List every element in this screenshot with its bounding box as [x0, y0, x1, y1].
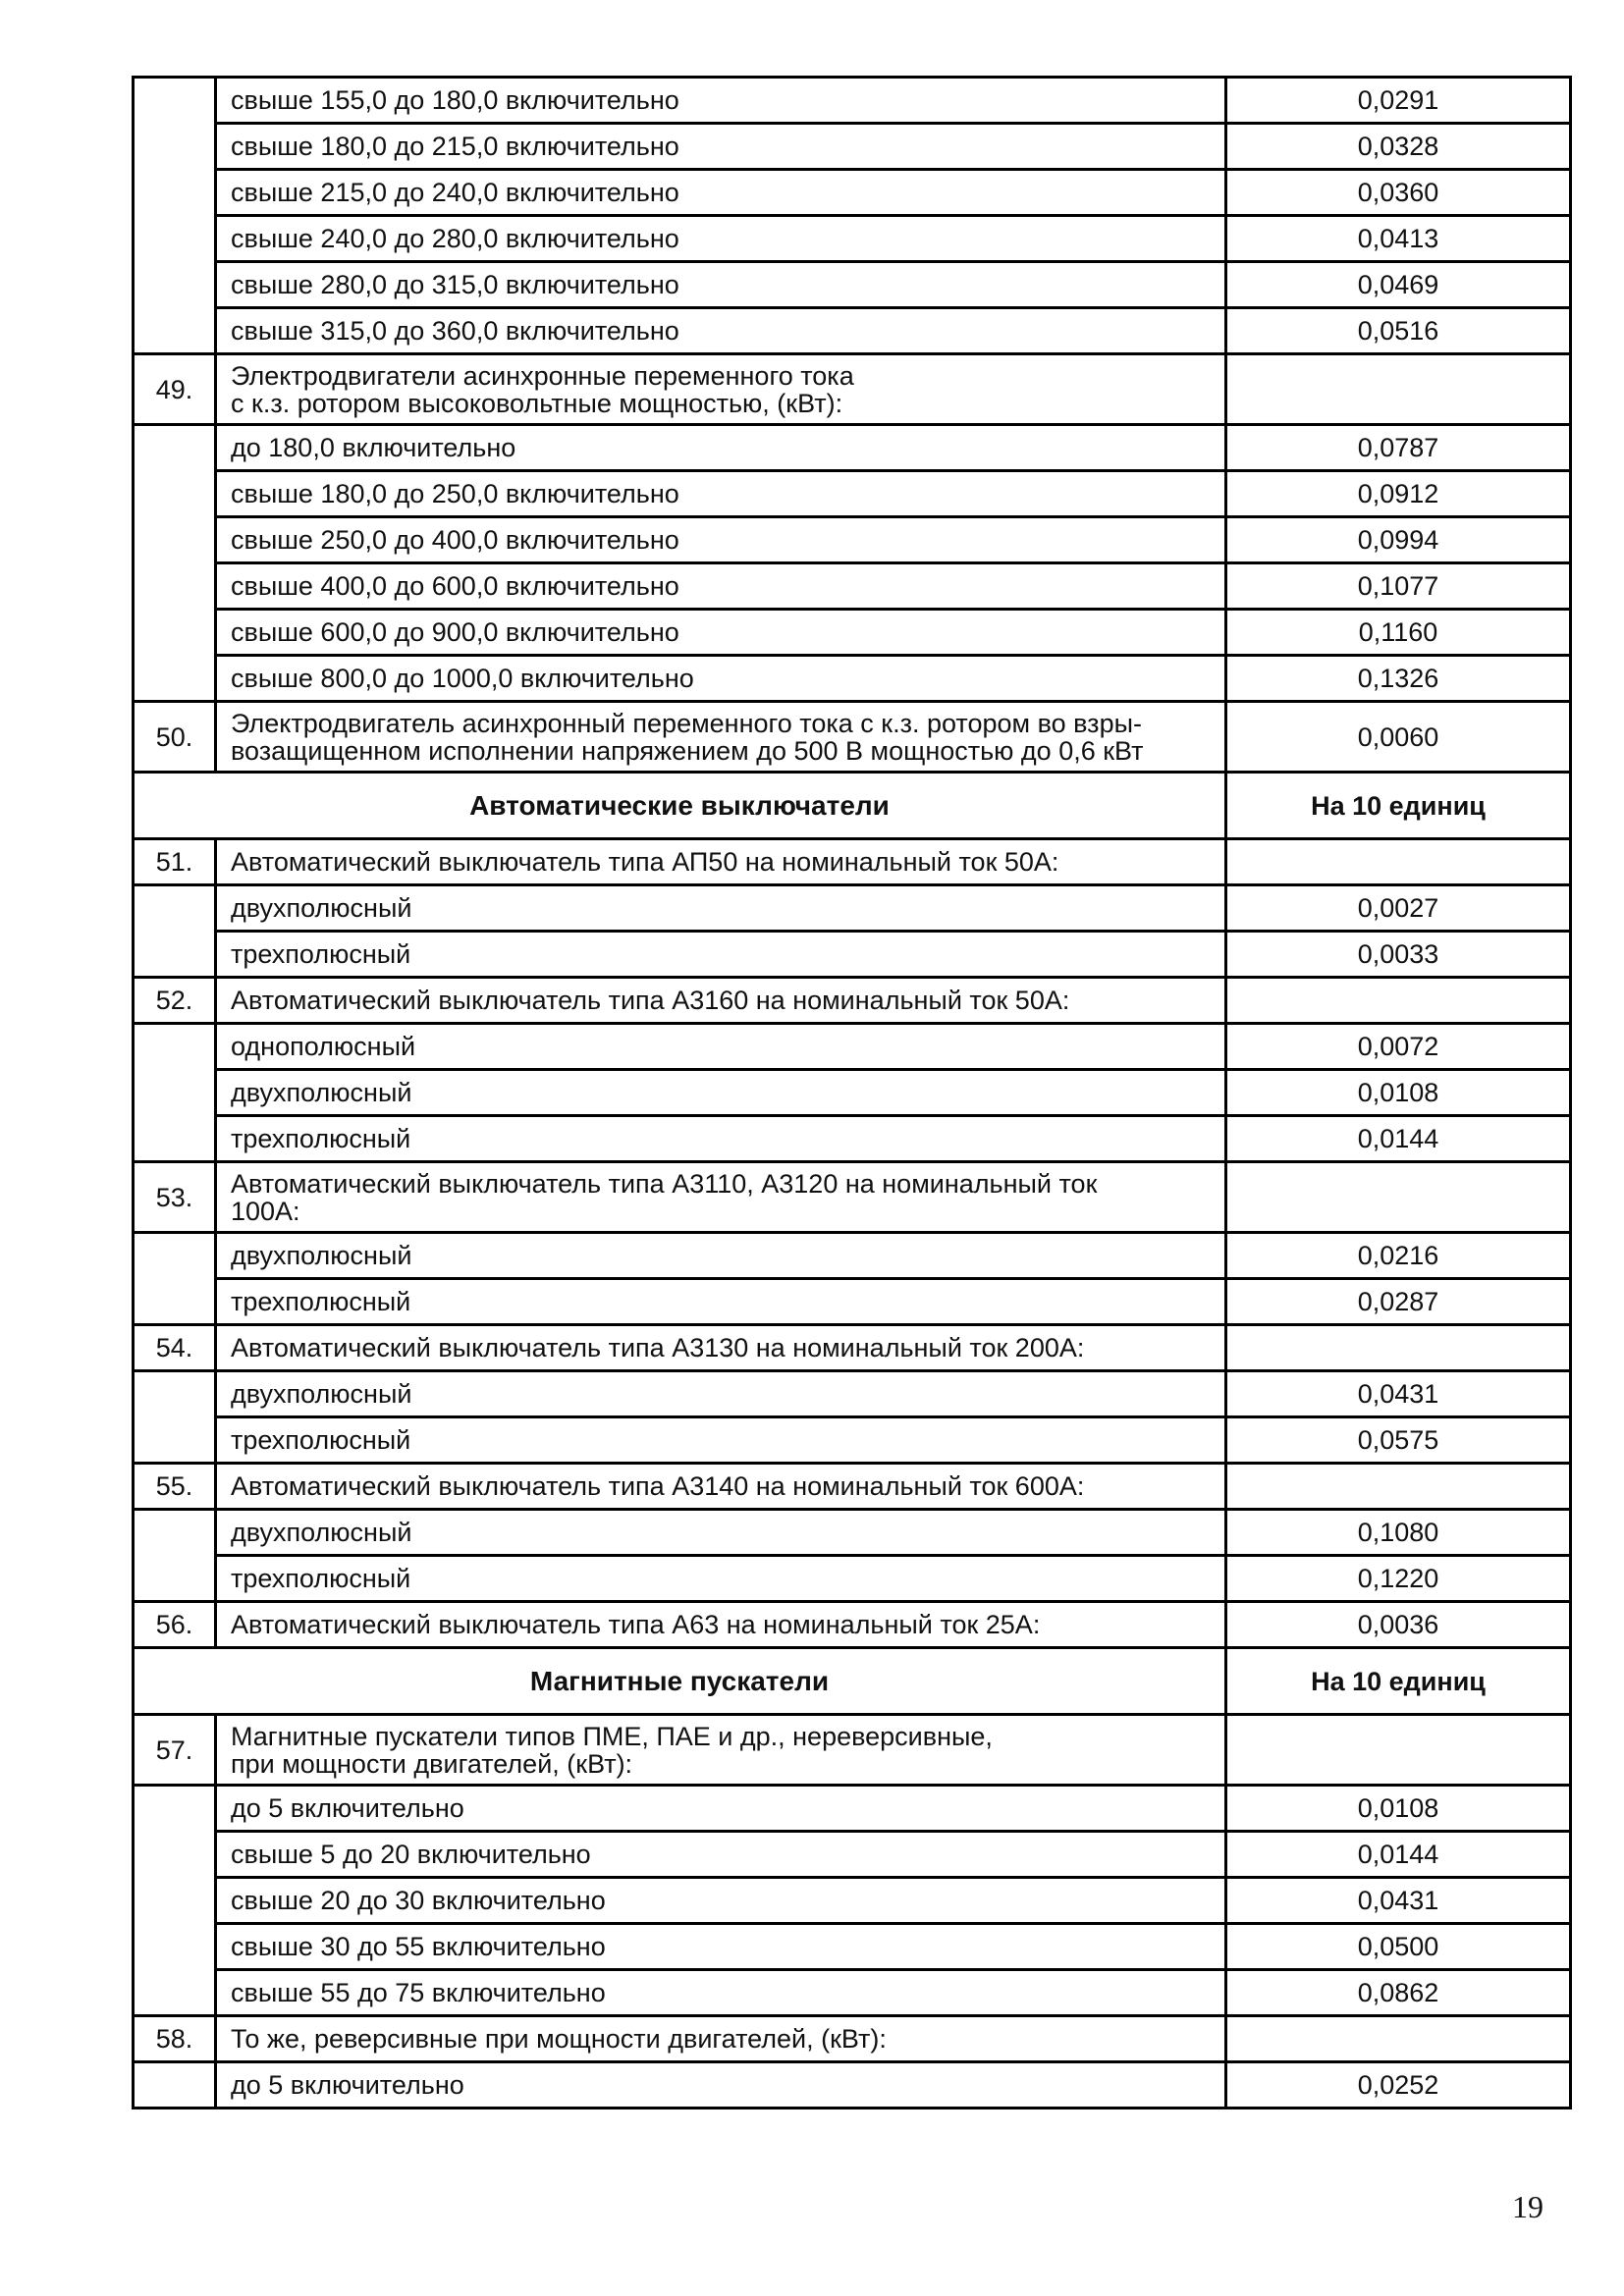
row-label: свыше 400,0 до 600,0 включительно: [216, 563, 1226, 610]
section-title: Автоматические выключатели: [134, 773, 1226, 839]
item-row: [134, 1325, 1571, 1371]
row-label: свыше 20 до 30 включительно: [216, 1878, 1226, 1924]
item-number: 56.: [134, 1602, 216, 1648]
row-value: 0,0108: [1226, 1786, 1571, 1832]
item-description: Автоматический выключатель типа А3140 на номинальный ток 600А:: [216, 1464, 1226, 1510]
item-value: [1226, 1715, 1571, 1786]
table-row: [134, 170, 1571, 216]
section-title: Магнитные пускатели: [134, 1648, 1226, 1715]
page-number: 19: [1512, 2189, 1543, 2224]
table-row: [134, 1070, 1571, 1116]
row-label: до 5 включительно: [216, 2062, 1226, 2109]
row-label: двухполюсный: [216, 1371, 1226, 1417]
item-number: 55.: [134, 1464, 216, 1510]
item-value: [1226, 2016, 1571, 2062]
item-number-blank: [134, 1371, 216, 1464]
item-row: [134, 2016, 1571, 2062]
item-row: [134, 702, 1571, 773]
item-number-blank: [134, 885, 216, 978]
item-description: Магнитные пускатели типов ПМЕ, ПАЕ и др., нереверсивные, при мощности двигателей, (кВт):: [216, 1715, 1226, 1786]
row-value: 0,0027: [1226, 885, 1571, 932]
item-value: 0,0036: [1226, 1602, 1571, 1648]
row-label: однополюсный: [216, 1024, 1226, 1070]
table-row: [134, 216, 1571, 262]
item-number: 51.: [134, 839, 216, 885]
item-description: Электродвигатель асинхронный переменного тока с к.з. ротором во взры- возащищенном исполнении напряжением до 500 В мощностью до 0,6 кВт: [216, 702, 1226, 773]
table-row: [134, 1510, 1571, 1556]
row-label: свыше 280,0 до 315,0 включительно: [216, 262, 1226, 308]
item-row: [134, 978, 1571, 1024]
row-value: 0,0144: [1226, 1832, 1571, 1878]
row-value: 0,1160: [1226, 610, 1571, 656]
row-label: двухполюсный: [216, 1510, 1226, 1556]
row-label: свыше 315,0 до 360,0 включительно: [216, 308, 1226, 354]
item-value: [1226, 978, 1571, 1024]
table-row: [134, 1279, 1571, 1325]
row-label: двухполюсный: [216, 885, 1226, 932]
row-value: 0,0360: [1226, 170, 1571, 216]
table-row: [134, 885, 1571, 932]
row-value: 0,0291: [1226, 78, 1571, 124]
item-number: 49.: [134, 354, 216, 425]
row-value: 0,0072: [1226, 1024, 1571, 1070]
row-value: 0,0500: [1226, 1924, 1571, 1970]
item-description: Электродвигатели асинхронные переменного тока с к.з. ротором высоковольтные мощностью, (кВт):: [216, 354, 1226, 425]
item-row: [134, 1715, 1571, 1786]
section-header-row: [134, 1648, 1571, 1715]
row-value: 0,0413: [1226, 216, 1571, 262]
row-value: 0,0108: [1226, 1070, 1571, 1116]
row-label: двухполюсный: [216, 1233, 1226, 1279]
row-label: свыше 155,0 до 180,0 включительно: [216, 78, 1226, 124]
item-description: То же, реверсивные при мощности двигателей, (кВт):: [216, 2016, 1226, 2062]
item-description: Автоматический выключатель типа А3160 на номинальный ток 50А:: [216, 978, 1226, 1024]
table-row: [134, 932, 1571, 978]
item-number: 57.: [134, 1715, 216, 1786]
row-value: 0,0994: [1226, 517, 1571, 563]
row-value: 0,0287: [1226, 1279, 1571, 1325]
item-number: 52.: [134, 978, 216, 1024]
row-label: свыше 30 до 55 включительно: [216, 1924, 1226, 1970]
row-label: свыше 180,0 до 215,0 включительно: [216, 124, 1226, 170]
table-row: [134, 425, 1571, 471]
row-value: 0,1080: [1226, 1510, 1571, 1556]
row-value: 0,1077: [1226, 563, 1571, 610]
item-description: Автоматический выключатель типа А3110, А3120 на номинальный ток 100А:: [216, 1162, 1226, 1233]
table-row: [134, 1832, 1571, 1878]
item-description: Автоматический выключатель типа АП50 на номинальный ток 50А:: [216, 839, 1226, 885]
table-row: [134, 1116, 1571, 1162]
item-number: 54.: [134, 1325, 216, 1371]
row-value: 0,1326: [1226, 656, 1571, 702]
table-row: [134, 1371, 1571, 1417]
row-value: 0,1220: [1226, 1556, 1571, 1602]
row-label: свыше 5 до 20 включительно: [216, 1832, 1226, 1878]
table-row: [134, 1024, 1571, 1070]
row-label: трехполюсный: [216, 1279, 1226, 1325]
item-number-blank: [134, 78, 216, 354]
row-value: 0,0144: [1226, 1116, 1571, 1162]
item-value: [1226, 1464, 1571, 1510]
row-value: 0,0469: [1226, 262, 1571, 308]
item-value: [1226, 839, 1571, 885]
table-row: [134, 1970, 1571, 2016]
item-row: [134, 839, 1571, 885]
item-number-blank: [134, 1233, 216, 1325]
table-row: [134, 563, 1571, 610]
table-row: [134, 262, 1571, 308]
row-label: свыше 215,0 до 240,0 включительно: [216, 170, 1226, 216]
table-row: [134, 656, 1571, 702]
row-label: двухполюсный: [216, 1070, 1226, 1116]
item-row: [134, 1464, 1571, 1510]
row-label: свыше 600,0 до 900,0 включительно: [216, 610, 1226, 656]
row-value: 0,0431: [1226, 1371, 1571, 1417]
item-number: 58.: [134, 2016, 216, 2062]
item-number-blank: [134, 1024, 216, 1162]
row-value: 0,0033: [1226, 932, 1571, 978]
row-label: трехполюсный: [216, 1417, 1226, 1464]
item-row: [134, 354, 1571, 425]
table-row: [134, 78, 1571, 124]
row-value: 0,0431: [1226, 1878, 1571, 1924]
row-value: 0,0862: [1226, 1970, 1571, 2016]
row-label: свыше 180,0 до 250,0 включительно: [216, 471, 1226, 517]
row-value: 0,0912: [1226, 471, 1571, 517]
table-row: [134, 1233, 1571, 1279]
item-value: [1226, 1325, 1571, 1371]
section-unit: На 10 единиц: [1226, 773, 1571, 839]
item-description: Автоматический выключатель типа А3130 на номинальный ток 200А:: [216, 1325, 1226, 1371]
item-number-blank: [134, 425, 216, 702]
table-row: [134, 471, 1571, 517]
table-row: [134, 610, 1571, 656]
table-row: [134, 1786, 1571, 1832]
table-row: [134, 2062, 1571, 2109]
item-number: 50.: [134, 702, 216, 773]
row-label: свыше 55 до 75 включительно: [216, 1970, 1226, 2016]
row-label: до 5 включительно: [216, 1786, 1226, 1832]
row-value: 0,0252: [1226, 2062, 1571, 2109]
item-description: Автоматический выключатель типа А63 на номинальный ток 25А:: [216, 1602, 1226, 1648]
row-label: свыше 250,0 до 400,0 включительно: [216, 517, 1226, 563]
row-label: трехполюсный: [216, 932, 1226, 978]
item-row: [134, 1162, 1571, 1233]
row-label: трехполюсный: [216, 1116, 1226, 1162]
item-number-blank: [134, 1510, 216, 1602]
row-label: до 180,0 включительно: [216, 425, 1226, 471]
item-value: 0,0060: [1226, 702, 1571, 773]
row-value: 0,0787: [1226, 425, 1571, 471]
row-label: свыше 800,0 до 1000,0 включительно: [216, 656, 1226, 702]
table-row: [134, 308, 1571, 354]
item-value: [1226, 1162, 1571, 1233]
row-value: 0,0575: [1226, 1417, 1571, 1464]
item-value: [1226, 354, 1571, 425]
section-unit: На 10 единиц: [1226, 1648, 1571, 1715]
norms-table-body: [134, 78, 1571, 2109]
table-row: [134, 1556, 1571, 1602]
table-row: [134, 1924, 1571, 1970]
norms-table: [132, 76, 1572, 2109]
item-number-blank: [134, 1786, 216, 2016]
table-row: [134, 124, 1571, 170]
table-row: [134, 517, 1571, 563]
item-row: [134, 1602, 1571, 1648]
item-number: 53.: [134, 1162, 216, 1233]
row-value: 0,0216: [1226, 1233, 1571, 1279]
item-number-blank: [134, 2062, 216, 2109]
row-label: трехполюсный: [216, 1556, 1226, 1602]
table-row: [134, 1878, 1571, 1924]
table-row: [134, 1417, 1571, 1464]
row-value: 0,0328: [1226, 124, 1571, 170]
row-label: свыше 240,0 до 280,0 включительно: [216, 216, 1226, 262]
row-value: 0,0516: [1226, 308, 1571, 354]
section-header-row: [134, 773, 1571, 839]
